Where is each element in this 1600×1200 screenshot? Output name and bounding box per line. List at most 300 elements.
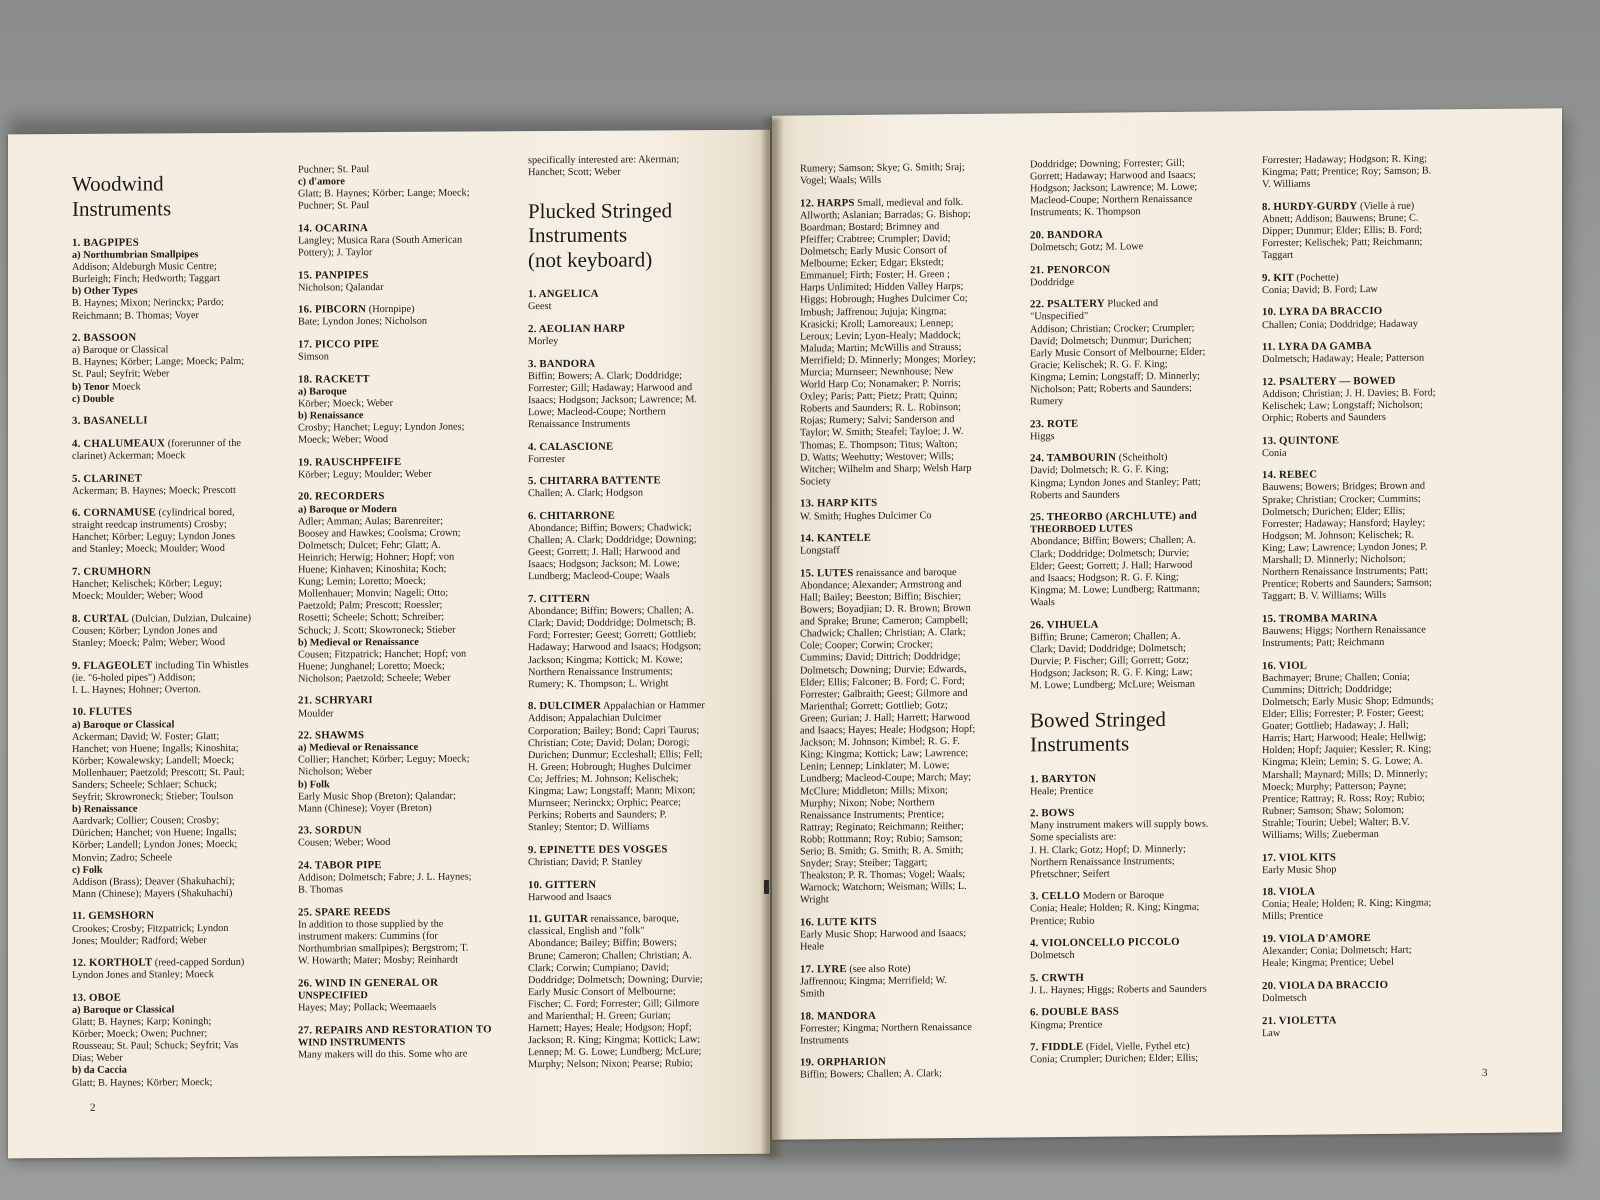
entry-line: Conia [1262,447,1287,459]
entry-title-line [72,436,292,450]
entry-line: Hadaway; Harwood and Isaacs; Hodgson; [528,641,702,654]
entry-line: V. Williams [1262,178,1311,191]
instrument-entry [800,530,1030,557]
entry-line: Mann (Chinese); Voyer (Breton) [298,802,432,815]
entry-line: Rousseau; St. Paul; Schuck; Seyfrit; Vas [72,1040,239,1053]
entry-description: (Fidel, Vielle, Fythel etc) [1083,1040,1190,1053]
instrument-entry [800,914,1030,953]
entry-title: 5. CRWTH [1030,971,1085,985]
instrument-entry [528,474,750,501]
instrument-entry [1030,227,1260,254]
entry-line: Harris; Hart; Harwood; Heale; Hellwig; [1262,731,1427,745]
entry-line: Northern Renaissance Instruments; [528,665,673,678]
entry-line: Lyndon Jones and Stanley; Moeck [72,969,214,982]
entry-line: Williams; Wills; Zueberman [1262,828,1379,842]
entry-line: Kingma; Law; Longstaff; Mann; Mixon; [528,785,696,798]
entry-line: Stanley; Moeck; Palm; Weber; Wood [72,637,225,649]
entry-line: J. L. Haynes; Higgs; Roberts and Saunders [1030,983,1207,997]
entry-title: 17. VIOL KITS [1262,850,1337,864]
section-heading: Woodwind Instruments [72,171,172,221]
entry-line: Clark; Corwin; Cumpiano; David; [528,961,669,974]
entry-title-line [72,956,292,970]
entry-title: 14. REBEC [1262,468,1318,482]
entry-line: Perkins; Roberts and Saunders; P. [528,809,667,822]
continued-text [528,154,750,180]
instrument-entry [1030,771,1260,798]
entry-line: Adler; Amman; Aulas; Barenreiter; [298,515,443,528]
entry-line: Cummins; David; Dittrich; Doddridge; [800,651,961,664]
entry-line: Early Music Shop [1262,864,1337,876]
entry-description: (cylindrical bored, [155,507,235,519]
entry-title-line [72,611,292,625]
entry-line: Hanchet; Kelischek; Körber; Leguy; [72,578,223,591]
entry-line: Northern Renaissance Instruments; Patt; [1262,565,1429,579]
entry-title: 8. CURTAL [72,612,130,625]
entry-line: Witcher; Wilhelm and Sharp; Welsh Harp [800,462,972,476]
instrument-entry [1030,509,1260,609]
entry-line: Glatt; B. Haynes; Körber; Lange; Moeck; [298,187,470,200]
entry-line: Ackerman; David; W. Foster; Glatt; [72,730,220,743]
instrument-entry [298,163,526,213]
entry-line: Dolmetsch; Hadaway; Heale; Patterson [1262,352,1425,366]
entry-line: Moulder [298,707,334,720]
entry-line: Kingma; Lemin; Longstaff; D. Minnerly; [1030,370,1200,384]
entry-title: 1. BAGPIPES [72,236,139,249]
entry-line: Hayes; May; Pollack; Weemaaels [298,1001,437,1014]
entry-title: 11. GEMSHORN [72,909,155,923]
instrument-entry [528,439,750,466]
entry-title-line [528,912,750,926]
entry-line: Dolmetsch [1262,992,1307,1005]
entry-title: 20. RECORDERS [298,490,385,504]
entry-line: Marshall; Maynard; Mills; D. Minnerly; [1262,768,1428,781]
entry-title-line [72,506,292,520]
entry-line: Hanchet; von Huene; Ingalls; Kinoshita; [72,742,239,755]
entry-line: Alexander; Conia; Dolmetsch; Hart; [1262,944,1412,958]
entry-line: Cole; Cooper; Corwin; Crocker; [800,639,933,652]
instrument-entry [298,268,526,295]
entry-line: Forrester; Hadaway; Hodgson; R. King; [1262,153,1428,167]
entry-line: Roberts and Saunders; R. L. Robinson; [800,402,962,415]
entry-line: b) Renaissance [72,803,138,816]
entry-line: Rattray; Reginato; Reichmann; Reither; [800,820,964,834]
entry-title: 19. VIOLA D'AMORE [1262,932,1372,946]
entry-line: Jones; Moulder; Radford; Weber [72,934,207,947]
entry-line: Oxley; Paris; Patt; Pietz; Pratt; Quinn; [800,390,958,403]
entry-title-line [528,843,750,857]
entry-line: Nicholson; Patt; Roberts and Saunders; [1030,382,1192,396]
entry-title-line [528,592,750,606]
entry-line: Early Music Consort of Melbourne; Elder; [1030,346,1206,360]
entry-line: Gorrett; Hadaway; Harwood and Isaacs; [1030,169,1196,183]
entry-title: 12. HARPS [800,196,855,210]
instrument-entry [298,858,526,897]
entry-line: Conia; Heale; Holden; R. King; Kingma; [1030,902,1200,915]
entry-title: 16. LUTE KITS [800,915,877,929]
entry-line: Hanchet; Scott; Weber [528,166,621,179]
entry-line: Moeck; Moulder; Weber; Wood [72,590,203,603]
right-column-3 [1262,153,1494,1049]
entry-line: Clark; David; Doddridge; Dolmetsch; B. [528,617,696,630]
entry-line: Forrester; Galbraith; Geest; Gilmore and [800,687,968,701]
entry-title-line [72,565,292,579]
entry-line: Renaissance Instruments [528,418,631,431]
entry-line: Abondance; Biffin; Bowers; Challen; A. [528,605,694,618]
entry-line: Ford; Forrester; Geest; Gorrett; Gottlieb; [528,629,697,642]
entry-line: Crookes; Crosby; Fitzpatrick; Lyndon [72,922,229,935]
entry-line: Chadwick; Challen; Christian; A. Clark; [800,627,966,640]
entry-title: 11. LYRA DA GAMBA [1262,340,1372,354]
entry-line: straight reedcap instruments) Crosby; [72,519,227,532]
entry-line: Northern Renaissance Instruments; [1030,855,1175,868]
entry-line: I. L. Haynes; Hohner; Overton. [72,683,201,696]
entry-line: Bauwens; Higgs; Northern Renaissance [1262,624,1426,638]
entry-line: Abondance; Alexander; Armstrong and [800,578,962,592]
entry-title: 8. HURDY-GURDY [1262,199,1358,213]
entry-line: Green; Gurian; J. Hall; Harrett; Harwood [800,711,970,725]
entry-title: 15. TROMBA MARINA [1262,611,1378,625]
entry-description: (see also Rote) [846,963,911,975]
entry-line: and Stanley; Moeck; Moulder; Wood [72,543,225,556]
instrument-entry [1030,888,1260,927]
instrument-entry [800,565,1030,907]
left-page [8,130,770,1159]
entry-line: Collier; Hanchet; Körber; Leguy; Moeck; [298,753,470,766]
entry-line: Durichen; Dunmur; Eccleshall; Ellis; Fell; [528,748,703,761]
entry-line: Puchner; St. Paul [298,164,370,176]
entry-line: Holden; Hopf; Jaquier; Kessler; R. King; [1262,743,1432,757]
instrument-entry [1262,978,1494,1005]
entry-line: Addison; Appalachian Dulcimer [528,712,662,725]
book-gutter [763,118,781,1158]
entry-line: Bauwens; Bowers; Bridges; Brown and [1262,480,1426,494]
entry-description: (Hornpipe) [366,304,415,316]
entry-line: Glatt; B. Haynes; Körber; Moeck; [72,1076,213,1089]
entry-line: Hanchet; Körber; Leguy; Lyndon Jones [72,531,235,544]
entry-title: 15. PANPIPES [298,268,369,282]
entry-line: W. Howarth; Mater; Mosby; Reinhardt [298,954,459,967]
entry-line: Higgs; Hobrough; Hughes Dulcimer Co; [800,293,968,306]
instrument-entry [1030,1039,1260,1066]
entry-line: Lowe; Macleod-Coupe; Northern [528,406,666,419]
entry-line: Forrester; Gill; Hadaway; Harwood and [528,381,693,394]
entry-title: 10. LYRA DA BRACCIO [1262,305,1383,319]
entry-line: Conia; Heale; Holden; R. King; Kingma; [1262,897,1432,911]
entry-line: Addison; Aldeburgh Music Centre; [72,261,217,274]
entry-title: 18. MANDORA [800,1009,876,1023]
entry-title: 9. EPINETTE DES VOSGES [528,843,668,856]
entry-line: Kingma; Klein; Lemin; S. G. Lowe; A. [1262,755,1424,769]
entry-line: Lennep; M. G. Lowe; Lundberg; McLure; [528,1046,702,1059]
entry-line: Many instrument makers will supply bows. [1030,818,1209,832]
entry-line: Christian; Cote; David; Dolan; Dorogi; [528,736,690,749]
entry-line: Many makers will do this. Some who are [298,1048,468,1061]
right-column-2 [1030,157,1260,1076]
entry-title: 20. BANDORA [1030,228,1103,242]
entry-line: Murphy; Nixon; Nobe; Northern [800,796,935,810]
entry-line: a) Baroque or Classical [72,718,175,731]
entry-line: Society [800,476,831,488]
instrument-entry [1262,374,1494,426]
entry-line: Dolmetsch; Early Music Shop; Edmunds; [1262,695,1434,709]
entry-line: classical, English and "folk" [528,925,645,938]
entry-description: Small, medieval and folk. [854,196,964,209]
entry-line: Northumbrian smallpipes); Bergstrom; T. [298,942,469,955]
entry-line: Dolmetsch [1030,950,1075,962]
entry-line: THEORBOED LUTES [1030,523,1133,536]
entry-line: Cousen; Körber; Lyndon Jones and [72,624,218,637]
entry-title: 21. SCHRYARI [298,694,373,708]
instrument-entry [1262,433,1494,460]
instrument-entry [72,705,292,901]
entry-description: renaissance and baroque [853,566,957,579]
entry-line: Instruments [800,1034,849,1047]
left-column-3 [528,154,750,1081]
instrument-entry [72,414,292,428]
entry-line: Lundberg; Macleod-Coupe; Waals [528,570,670,583]
entry-line: Robb; Rottmann; Roy; Rubio; Samson; [800,832,963,846]
entry-title: 21. VIOLETTA [1262,1013,1337,1027]
entry-line: Strahle; Tourin; Uebel; Walter; B.V. [1262,816,1410,829]
entry-line: Abondance; Bailey; Biffin; Bowers; [528,937,677,950]
entry-line: Sanders; Scheele; Schlaer; Schuck; [72,779,217,791]
entry-line: a) Baroque [298,386,347,398]
entry-line: Rumery; K. Thompson; L. Wright [528,678,669,690]
entry-line: Reichmann; B. Thomas; Voyer [72,309,199,322]
entry-line: Harps Unlimited; Hidden Valley Harps; [800,281,964,294]
entry-title: 18. RACKETT [298,372,370,386]
instrument-entry [1262,884,1494,924]
entry-line: Maluda; Martin; McWillis and Strauss; [800,341,962,355]
entry-line: Jackson; Kingma; Kottick; M. Kowe; [528,653,683,666]
entry-title: 6. CHITARRONE [528,509,615,523]
entry-line: Instruments; Patt; Reichmann [1262,637,1385,650]
entry-line: a) Northumbrian Smallpipes [72,249,199,262]
entry-line: Addison (Brass); Deaver (Shakuhachi); [72,875,235,888]
entry-title-line [528,877,750,891]
entry-line: World Harp Co; Nonamaker; P. Norris; [800,378,962,391]
entry-line: Kingma; Lyndon Jones and Stanley; Patt; [1030,476,1201,489]
entry-title-line [72,471,292,485]
entry-line: Lenin; Lennep; Linklater; M. Lowe; [800,760,950,773]
entry-description: (Scheitholt) [1116,452,1168,464]
entry-line: Huene; Junghanel; Loretto; Moeck; [298,660,445,673]
entry-line: Clark; Doddridge; Dolmetsch; Durvie; [1030,547,1190,560]
instrument-entry [800,961,1030,1000]
left-column-1 [72,171,292,1099]
entry-description: (Vielle à rue) [1357,200,1415,212]
entry-title-line [72,414,292,428]
entry-title-line [528,322,750,336]
entry-line: Macleod-Coupe; Northern Renaissance [1030,194,1193,207]
instrument-entry [1262,611,1494,651]
entry-title: 13. OBOE [72,991,121,1004]
instrument-entry [72,990,292,1089]
entry-line: a) Baroque or Modern [298,503,397,516]
entry-line: In addition to those supplied by the [298,918,444,931]
entry-line: Waals [1030,596,1055,609]
entry-line: and Sprake; Brune; Cameron; Campbell; [800,615,969,628]
entry-line: Monvin; Zadro; Scheele [72,851,173,864]
entry-line: Körber; Kowalewsky; Landell; Moeck; [72,754,235,767]
entry-line: and Isaacs; Hayes; Heale; Hodgson; Hopf; [800,723,976,737]
section-heading: Plucked Stringed Instruments (not keyboard) [528,197,673,272]
entry-line: a) Medieval or Renaissance [298,742,419,754]
entry-line: Dolmetsch; Early Music Consort of [800,245,947,258]
entry-line: McClure; Middleton; Mills; Mixon; [800,784,948,798]
entry-line: Longstaff [800,545,840,557]
entry-title-line [528,699,750,713]
entry-description: Modern or Baroque [1080,890,1164,903]
entry-line: Leroux; Levin; Lyon-Healy; Maddock; [800,329,961,343]
entry-line: (ie. "6-holed pipes") Addison; [72,671,196,684]
instrument-entry [72,331,292,406]
entry-line: Prentice; Roberts and Saunders; Samson; [1262,577,1432,591]
entry-title: 7. CRUMHORN [72,565,151,578]
entry-line: Conia; David; B. Ford; Law [1262,283,1378,296]
entry-title: 9. FLAGEOLET [72,659,153,672]
entry-line: Some specialists are: [1030,831,1117,844]
entry-line: Dolmetsch; Downing; Durvie; Edwards, [800,663,967,677]
entry-title: 6. DOUBLE BASS [1030,1005,1119,1019]
entry-line: Kingma; Patt; Prentice; Roy; Samson; B. [1262,165,1432,179]
entry-line: Hodgson; Jackson; R. G. F. King; Law; [1030,666,1193,680]
entry-title: 10. GITTERN [528,878,597,891]
entry-line: Vogel; Waals; Wills [800,174,882,187]
entry-line: Dolmetsch; Durichen; Elder; Ellis; [1262,505,1406,518]
entry-line: Mollenhauer; Paetzold; Prescott; St. Paul; [72,766,245,779]
entry-line: Challen; A. Clark; Doddridge; Downing; [528,534,697,547]
instrument-entry [1030,416,1260,443]
entry-line: clarinet) Ackerman; Moeck [72,450,186,462]
instrument-entry [1030,450,1260,502]
entry-title: 19. RAUSCHPFEIFE [298,455,402,469]
entry-line: Lundberg; Macleod-Coupe; March; May; [800,772,972,785]
entry-line: Kingma; Prentice [1030,1019,1103,1031]
instrument-entry [72,658,292,697]
entry-description: (reed-capped Sordun) [152,957,245,969]
entry-line: Huene; Kinhaven; Kinoshita; Koch; [298,563,447,576]
entry-line: M. Lowe; Lundberg; McLure; Weisman [1030,678,1195,692]
entry-line: Moeck; Weber; Wood [298,434,389,446]
entry-line: Doddridge; Dolmetsch; Downing; Durvie; [528,973,703,986]
entry-line: Biffin; Bowers; A. Clark; Doddridge; [528,369,682,382]
entry-line: Heale; Prentice [1030,785,1094,797]
entry-line: Mann (Chinese); Mayers (Shakuhachi) [72,887,233,900]
entry-line: Crosby; Hanchet; Leguy; Lyndon Jones; [298,421,465,434]
instrument-entry [800,496,1030,523]
entry-title: 24. TAMBOURIN [1030,451,1117,465]
entry-line: Kung; Lemin; Loretto; Moeck; [298,575,426,588]
entry-line: Cummins; Dittrich; Doddridge; [1262,683,1392,696]
entry-title-line [72,909,292,923]
entry-line: Cousen; Fitzpatrick; Hanchet; Hopf; von [298,648,467,661]
instrument-entry [72,909,292,948]
entry-line: Marienthal; Gorrett; Gottlieb; Gotz; [800,699,948,713]
entry-line: Challen; A. Clark; Hodgson [528,487,643,500]
entry-line: Pfeiffer; Crabtree; Crumpler; David; [800,233,951,246]
instrument-entry [298,823,526,850]
entry-line: Law [1262,1027,1281,1039]
entry-line: Körber; Moeck; Owen; Puchner; [72,1028,208,1041]
entry-title: 13. QUINTONE [1262,434,1340,447]
entry-line: Early Music Consort of Melbourne; [528,986,676,998]
entry-line: Rojas; Rumery; Salvi; Sanderson and [800,414,955,427]
entry-title: 20. VIOLA DA BRACCIO [1262,978,1389,992]
entry-line: instrument makers: Cummins (for [298,930,438,943]
entry-line: Rumery [1030,396,1064,408]
entry-description: (forerunner of the [165,437,241,450]
entry-line: Nicholson; Paetzold; Scheele; Weber [298,672,451,685]
instrument-entry [800,1055,1030,1082]
entry-title-line [528,509,750,523]
entry-line: Emmanuel; Firth; Foster; H. Green ; [800,269,950,282]
entry-line: Allworth; Aslanian; Barradas; G. Bishop; [800,208,971,222]
entry-line: Nicholson; Weber [298,766,373,778]
entry-title: 17. PICCO PIPE [298,338,380,351]
entry-line: Warnock; Watchorn; Weisman; Wills; L. [800,881,967,894]
entry-line: Snyder; Sray; Steiber; Taggart; [800,857,928,870]
entry-title: 3. BANDORA [528,357,596,370]
entry-line: Boosey and Hawkes; Coolsma; Crown; [298,527,461,540]
instrument-entry [72,565,292,604]
entry-title: 25. THEORBO (ARCHLUTE) and [1030,509,1197,524]
entry-description: (Pochette) [1293,272,1339,284]
entry-line: Morley [528,335,559,348]
entry-line: Early Music Shop; Harwood and Isaacs; [800,927,967,941]
instrument-entry [528,287,750,314]
entry-line: Prentice; Rubio [1030,915,1095,927]
entry-line: Dipper; Dunmur; Elder; Ellis; B. Ford; [1262,224,1423,238]
entry-line: Harwood and Isaacs [528,891,612,903]
entry-line: Theakston; P. R. Thomas; Vogel; Waals; [800,869,966,882]
instrument-entry [800,1008,1030,1047]
entry-title: 26. WIND IN GENERAL OR [298,976,439,990]
entry-title: 16. VIOL [1262,659,1308,672]
entry-title: 22. SHAWMS [298,729,365,742]
entry-title: 14. KANTELE [800,531,872,545]
entry-title: 24. TABOR PIPE [298,859,382,872]
entry-line: Mills; Prentice [1262,910,1323,923]
instrument-entry [1030,157,1260,220]
entry-title: 2. AEOLIAN HARP [528,322,625,336]
entry-line: Higgs [1030,430,1055,443]
entry-line: Elder; Geest; Gorrett; J. Hall; Harwood [1030,559,1193,572]
entry-line: Elder; Ellis; Forrester; P. Foster; Geest; [1262,707,1424,721]
entry-line: Simson [298,351,329,363]
instrument-entry [298,455,526,482]
entry-line: Moeck; Murphy; Patterson; Payne; [1262,780,1407,793]
entry-line: B. Thomas [298,884,344,896]
instrument-entry [528,912,750,1072]
entry-line: Prentice; Rattray; R. Ross; Roy; Rubio; [1262,792,1426,805]
entry-line: Imbush; Jaffrenou; Jujuja; Kingma; [800,305,947,319]
instrument-entry [1262,1012,1494,1039]
entry-title: 14. OCARINA [298,222,368,235]
entry-line: Clark; David; Doddridge; Dolmetsch; [1030,642,1186,656]
entry-line: Merrifield; D. Minnerly; Monges; Morley; [800,353,976,367]
instrument-entry [1030,805,1260,881]
entry-line: Renaissance Instruments; Prentice; [800,808,945,822]
entry-line: Conia; Crumpler; Durichen; Elder; Ellis; [1030,1052,1199,1066]
entry-line: Murnseer; Nerinckx; Orphic; Pearce; [528,797,681,810]
entry-line: Orphic; Roberts and Saunders [1262,411,1386,425]
entry-line: W. Smith; Hughes Dulcimer Co [800,509,932,523]
entry-line: B. Haynes; Mixon; Nerinckx; Pardo; [72,297,224,310]
entry-line: Wright [800,894,829,906]
instrument-entry [528,592,750,691]
entry-line: Corporation; Bailey; Bond; Capri Taurus; [528,724,700,737]
